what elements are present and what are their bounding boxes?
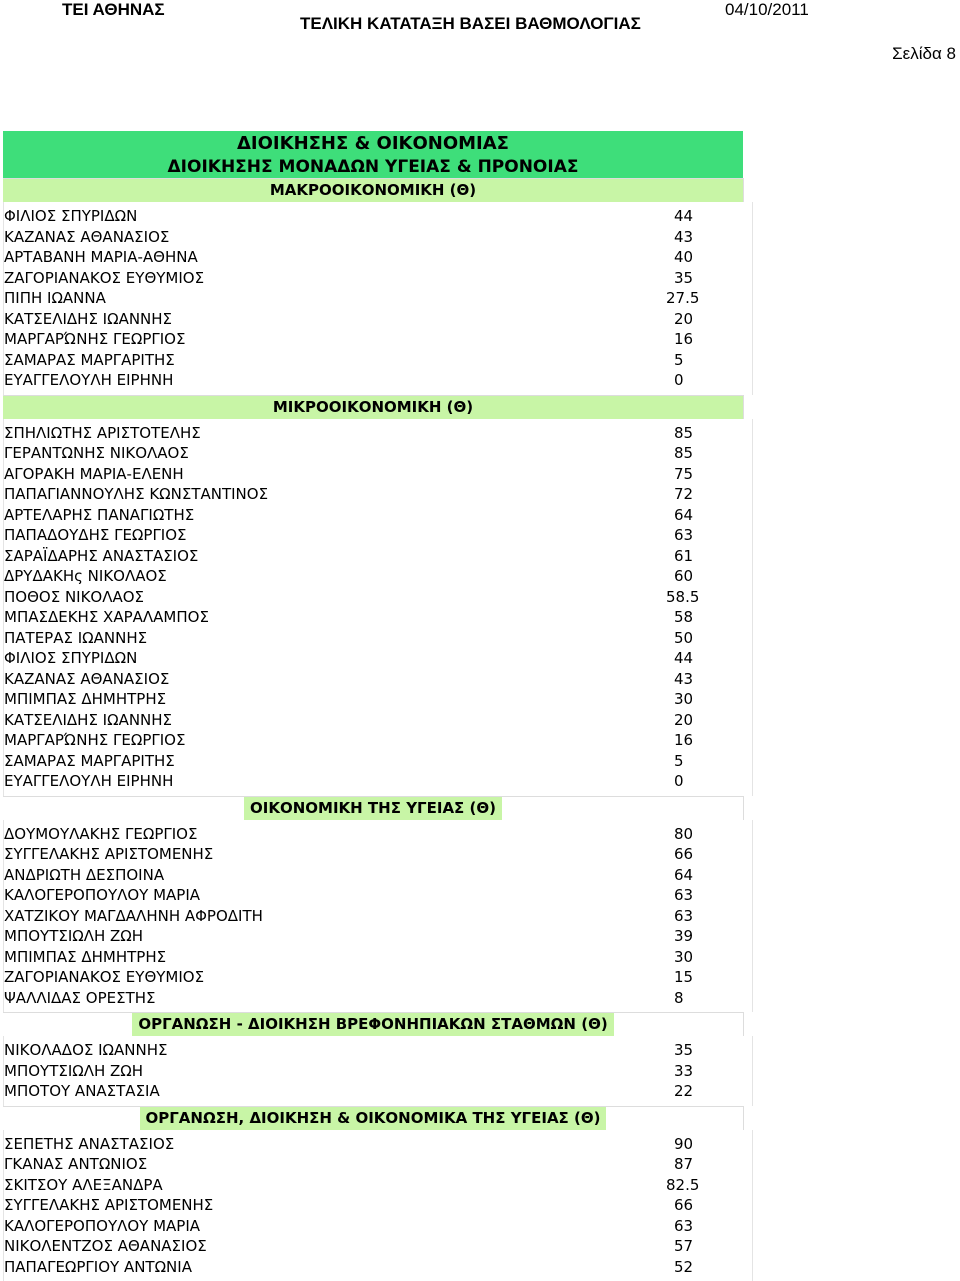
student-name: ΜΠΟΥΤΣΙΩΛΗ ΖΩΗ bbox=[4, 1061, 143, 1082]
student-row bbox=[4, 484, 752, 505]
student-row bbox=[4, 1236, 752, 1257]
student-score: 20 bbox=[674, 309, 693, 330]
student-score: 8 bbox=[674, 988, 684, 1009]
ranking-sheet bbox=[3, 131, 751, 1281]
student-row bbox=[4, 926, 752, 947]
student-row bbox=[4, 988, 752, 1009]
student-score: 66 bbox=[674, 844, 693, 865]
student-row bbox=[4, 967, 752, 988]
student-name: ΠΑΤΕΡΑΣ ΙΩΑΝΝΗΣ bbox=[4, 628, 147, 649]
course-section-header bbox=[3, 1012, 744, 1036]
student-row bbox=[4, 525, 752, 546]
student-name: ΚΑΖΑΝΑΣ ΑΘΑΝΑΣΙΟΣ bbox=[4, 227, 169, 248]
student-list bbox=[3, 1036, 753, 1106]
student-name: ΓΕΡΑΝΤΩΝΗΣ ΝΙΚΟΛΑΟΣ bbox=[4, 443, 189, 464]
student-row bbox=[4, 751, 752, 772]
student-row bbox=[4, 566, 752, 587]
student-row bbox=[4, 1134, 752, 1155]
course-title: ΜΙΚΡΟΟΙΚΟΝΟΜΙΚΗ (Θ) bbox=[273, 398, 473, 416]
student-row bbox=[4, 370, 752, 391]
student-name: ΑΓΟΡΑΚΗ ΜΑΡΙΑ-ΕΛΕΝΗ bbox=[4, 464, 184, 485]
student-name: ΜΠΙΜΠΑΣ ΔΗΜΗΤΡΗΣ bbox=[4, 689, 166, 710]
student-list bbox=[3, 820, 753, 1013]
student-row bbox=[4, 268, 752, 289]
student-score: 61 bbox=[674, 546, 693, 567]
student-row bbox=[4, 423, 752, 444]
student-score: 50 bbox=[674, 628, 693, 649]
course-title: ΜΑΚΡΟΟΙΚΟΝΟΜΙΚΗ (Θ) bbox=[270, 181, 476, 199]
course-title: ΟΙΚΟΝΟΜΙΚΗ ΤΗΣ ΥΓΕΙΑΣ (Θ) bbox=[244, 797, 502, 820]
student-score: 30 bbox=[674, 689, 693, 710]
student-score: 64 bbox=[674, 505, 693, 526]
student-score: 30 bbox=[674, 947, 693, 968]
student-score: 35 bbox=[674, 268, 693, 289]
student-name: ΦΙΛΙΟΣ ΣΠΥΡΙΔΩΝ bbox=[4, 206, 137, 227]
student-score: 66 bbox=[674, 1195, 693, 1216]
student-row bbox=[4, 1257, 752, 1278]
student-score: 16 bbox=[674, 329, 693, 350]
school-title: ΔΙΟΙΚΗΣΗΣ & ΟΙΚΟΝΟΜΙΑΣ bbox=[3, 131, 743, 156]
student-name: ΨΑΛΛΙΔΑΣ ΟΡΕΣΤΗΣ bbox=[4, 988, 156, 1009]
student-score: 63 bbox=[674, 525, 693, 546]
student-row bbox=[4, 648, 752, 669]
student-name: ΔΡΥΔΑΚΗς ΝΙΚΟΛΑΟΣ bbox=[4, 566, 167, 587]
student-score: 27.5 bbox=[666, 288, 699, 309]
student-score: 22 bbox=[674, 1081, 693, 1102]
student-row bbox=[4, 628, 752, 649]
student-score: 63 bbox=[674, 906, 693, 927]
student-name: ΣΚΙΤΣΟΥ ΑΛΕΞΑΝΔΡΑ bbox=[4, 1175, 163, 1196]
student-list bbox=[3, 1130, 753, 1281]
student-name: ΑΡΤΑΒΑΝΗ ΜΑΡΙΑ-ΑΘΗΝΑ bbox=[4, 247, 198, 268]
student-row bbox=[4, 587, 752, 608]
student-name: ΠΟΘΟΣ ΝΙΚΟΛΑΟΣ bbox=[4, 587, 144, 608]
student-score: 16 bbox=[674, 730, 693, 751]
student-name: ΣΑΜΑΡΑΣ ΜΑΡΓΑΡΙΤΗΣ bbox=[4, 350, 175, 371]
page-header bbox=[0, 0, 960, 30]
student-row bbox=[4, 546, 752, 567]
student-name: ΚΑΤΣΕΛΙΔΗΣ ΙΩΑΝΝΗΣ bbox=[4, 710, 172, 731]
student-name: ΠΑΠΑΓΙΑΝΝΟΥΛΗΣ ΚΩΝΣΤΑΝΤΙΝΟΣ bbox=[4, 484, 268, 505]
student-row bbox=[4, 443, 752, 464]
student-score: 43 bbox=[674, 669, 693, 690]
course-section-header bbox=[3, 796, 744, 820]
student-score: 60 bbox=[674, 566, 693, 587]
student-row bbox=[4, 865, 752, 886]
student-row bbox=[4, 505, 752, 526]
student-score: 64 bbox=[674, 865, 693, 886]
student-row bbox=[4, 288, 752, 309]
sections-container bbox=[3, 178, 751, 1281]
student-score: 44 bbox=[674, 648, 693, 669]
student-score: 20 bbox=[674, 710, 693, 731]
course-title: ΟΡΓΑΝΩΣΗ - ΔΙΟΙΚΗΣΗ ΒΡΕΦΟΝΗΠΙΑΚΩΝ ΣΤΑΘΜΩΝ (Θ) bbox=[132, 1013, 613, 1036]
student-row bbox=[4, 1081, 752, 1102]
student-row bbox=[4, 885, 752, 906]
student-score: 90 bbox=[674, 1134, 693, 1155]
student-score: 85 bbox=[674, 443, 693, 464]
student-row bbox=[4, 730, 752, 751]
student-row bbox=[4, 329, 752, 350]
student-name: ΝΙΚΟΛΕΝΤΖΟΣ ΑΘΑΝΑΣΙΟΣ bbox=[4, 1236, 207, 1257]
student-name: ΑΝΔΡΙΩΤΗ ΔΕΣΠΟΙΝΑ bbox=[4, 865, 164, 886]
student-name: ΔΟΥΜΟΥΛΑΚΗΣ ΓΕΩΡΓΙΟΣ bbox=[4, 824, 197, 845]
student-name: ΜΑΡΓΑΡΏΝΗΣ ΓΕΩΡΓΙΟΣ bbox=[4, 329, 185, 350]
student-name: ΠΙΠΗ ΙΩΑΝΝΑ bbox=[4, 288, 106, 309]
student-row bbox=[4, 1154, 752, 1175]
student-score: 35 bbox=[674, 1040, 693, 1061]
student-score: 0 bbox=[674, 771, 684, 792]
student-row bbox=[4, 710, 752, 731]
student-row bbox=[4, 1175, 752, 1196]
student-row bbox=[4, 227, 752, 248]
student-row bbox=[4, 607, 752, 628]
student-name: ΣΠΗΛΙΩΤΗΣ ΑΡΙΣΤΟΤΕΛΗΣ bbox=[4, 423, 201, 444]
student-name: ΓΚΑΝΑΣ ΑΝΤΩΝΙΟΣ bbox=[4, 1154, 147, 1175]
student-row bbox=[4, 906, 752, 927]
student-name: ΜΠΙΜΠΑΣ ΔΗΜΗΤΡΗΣ bbox=[4, 947, 166, 968]
student-score: 40 bbox=[674, 247, 693, 268]
student-row bbox=[4, 771, 752, 792]
institution-name: ΤΕΙ ΑΘΗΝΑΣ bbox=[62, 0, 165, 20]
student-score: 80 bbox=[674, 824, 693, 845]
student-name: ΚΑΤΣΕΛΙΔΗΣ ΙΩΑΝΝΗΣ bbox=[4, 309, 172, 330]
student-score: 87 bbox=[674, 1154, 693, 1175]
student-score: 33 bbox=[674, 1061, 693, 1082]
student-name: ΣΕΠΕΤΗΣ ΑΝΑΣΤΑΣΙΟΣ bbox=[4, 1134, 174, 1155]
department-title: ΔΙΟΙΚΗΣΗΣ ΜΟΝΑΔΩΝ ΥΓΕΙΑΣ & ΠΡΟΝΟΙΑΣ bbox=[3, 156, 743, 178]
student-score: 82.5 bbox=[666, 1175, 699, 1196]
student-name: ΜΠΟΥΤΣΙΩΛΗ ΖΩΗ bbox=[4, 926, 143, 947]
student-score: 85 bbox=[674, 423, 693, 444]
student-row bbox=[4, 309, 752, 330]
student-name: ΜΠΟΤΟΥ ΑΝΑΣΤΑΣΙΑ bbox=[4, 1081, 160, 1102]
student-name: ΦΙΛΙΟΣ ΣΠΥΡΙΔΩΝ bbox=[4, 648, 137, 669]
student-name: ΠΑΠΑΓΕΩΡΓΙΟΥ ΑΝΤΩΝΙΑ bbox=[4, 1257, 192, 1278]
student-score: 44 bbox=[674, 206, 693, 227]
student-row bbox=[4, 689, 752, 710]
student-name: ΜΠΑΣΔΕΚΗΣ ΧΑΡΑΛΑΜΠΟΣ bbox=[4, 607, 209, 628]
course-section-header bbox=[3, 1106, 744, 1130]
student-score: 63 bbox=[674, 885, 693, 906]
student-name: ΚΑΛΟΓΕΡΟΠΟΥΛΟΥ ΜΑΡΙΑ bbox=[4, 1216, 200, 1237]
student-score: 5 bbox=[674, 350, 684, 371]
course-section-header bbox=[3, 178, 744, 202]
student-score: 72 bbox=[674, 484, 693, 505]
student-name: ΠΑΠΑΔΟΥΔΗΣ ΓΕΩΡΓΙΟΣ bbox=[4, 525, 187, 546]
page-number: Σελίδα 8 bbox=[892, 44, 956, 64]
student-list bbox=[3, 202, 753, 395]
student-row bbox=[4, 206, 752, 227]
student-score: 63 bbox=[674, 1216, 693, 1237]
student-row bbox=[4, 464, 752, 485]
student-score: 5 bbox=[674, 751, 684, 772]
student-score: 0 bbox=[674, 370, 684, 391]
student-row bbox=[4, 350, 752, 371]
student-name: ΧΑΤΖΙΚΟΥ ΜΑΓΔΑΛΗΝΗ ΑΦΡΟΔΙΤΗ bbox=[4, 906, 263, 927]
student-name: ΕΥΑΓΓΕΛΟΥΛΗ ΕΙΡΗΝΗ bbox=[4, 771, 173, 792]
student-row bbox=[4, 1216, 752, 1237]
student-name: ΕΥΑΓΓΕΛΟΥΛΗ ΕΙΡΗΝΗ bbox=[4, 370, 173, 391]
report-title: ΤΕΛΙΚΗ ΚΑΤΑΤΑΞΗ ΒΑΣΕΙ ΒΑΘΜΟΛΟΓΙΑΣ bbox=[300, 14, 641, 34]
report-date: 04/10/2011 bbox=[725, 0, 809, 20]
course-section-header bbox=[3, 395, 744, 419]
student-score: 15 bbox=[674, 967, 693, 988]
student-name: ΑΡΤΕΛΑΡΗΣ ΠΑΝΑΓΙΩΤΗΣ bbox=[4, 505, 194, 526]
student-name: ΖΑΓΟΡΙΑΝΑΚΟΣ ΕΥΘΥΜΙΟΣ bbox=[4, 268, 204, 289]
student-score: 75 bbox=[674, 464, 693, 485]
student-row bbox=[4, 947, 752, 968]
student-name: ΣΥΓΓΕΛΑΚΗΣ ΑΡΙΣΤΟΜΕΝΗΣ bbox=[4, 1195, 213, 1216]
student-name: ΖΑΓΟΡΙΑΝΑΚΟΣ ΕΥΘΥΜΙΟΣ bbox=[4, 967, 204, 988]
student-score: 39 bbox=[674, 926, 693, 947]
student-name: ΣΑΡΑΪΔΑΡΗΣ ΑΝΑΣΤΑΣΙΟΣ bbox=[4, 546, 198, 567]
student-name: ΜΑΡΓΑΡΏΝΗΣ ΓΕΩΡΓΙΟΣ bbox=[4, 730, 185, 751]
student-name: ΚΑΖΑΝΑΣ ΑΘΑΝΑΣΙΟΣ bbox=[4, 669, 169, 690]
student-row bbox=[4, 844, 752, 865]
student-row bbox=[4, 1061, 752, 1082]
student-score: 57 bbox=[674, 1236, 693, 1257]
student-name: ΣΑΜΑΡΑΣ ΜΑΡΓΑΡΙΤΗΣ bbox=[4, 751, 175, 772]
student-row bbox=[4, 1040, 752, 1061]
student-row bbox=[4, 247, 752, 268]
student-name: ΣΥΓΓΕΛΑΚΗΣ ΑΡΙΣΤΟΜΕΝΗΣ bbox=[4, 844, 213, 865]
student-name: ΚΑΛΟΓΕΡΟΠΟΥΛΟΥ ΜΑΡΙΑ bbox=[4, 885, 200, 906]
student-list bbox=[3, 419, 753, 796]
student-score: 52 bbox=[674, 1257, 693, 1278]
student-row bbox=[4, 1195, 752, 1216]
course-title: ΟΡΓΑΝΩΣΗ, ΔΙΟΙΚΗΣΗ & ΟΙΚΟΝΟΜΙΚΑ ΤΗΣ ΥΓΕΙΑΣ (Θ) bbox=[140, 1107, 607, 1130]
student-score: 58.5 bbox=[666, 587, 699, 608]
student-name: ΝΙΚΟΛΑΔΟΣ ΙΩΑΝΝΗΣ bbox=[4, 1040, 167, 1061]
student-row bbox=[4, 824, 752, 845]
student-score: 58 bbox=[674, 607, 693, 628]
student-row bbox=[4, 669, 752, 690]
student-score: 43 bbox=[674, 227, 693, 248]
